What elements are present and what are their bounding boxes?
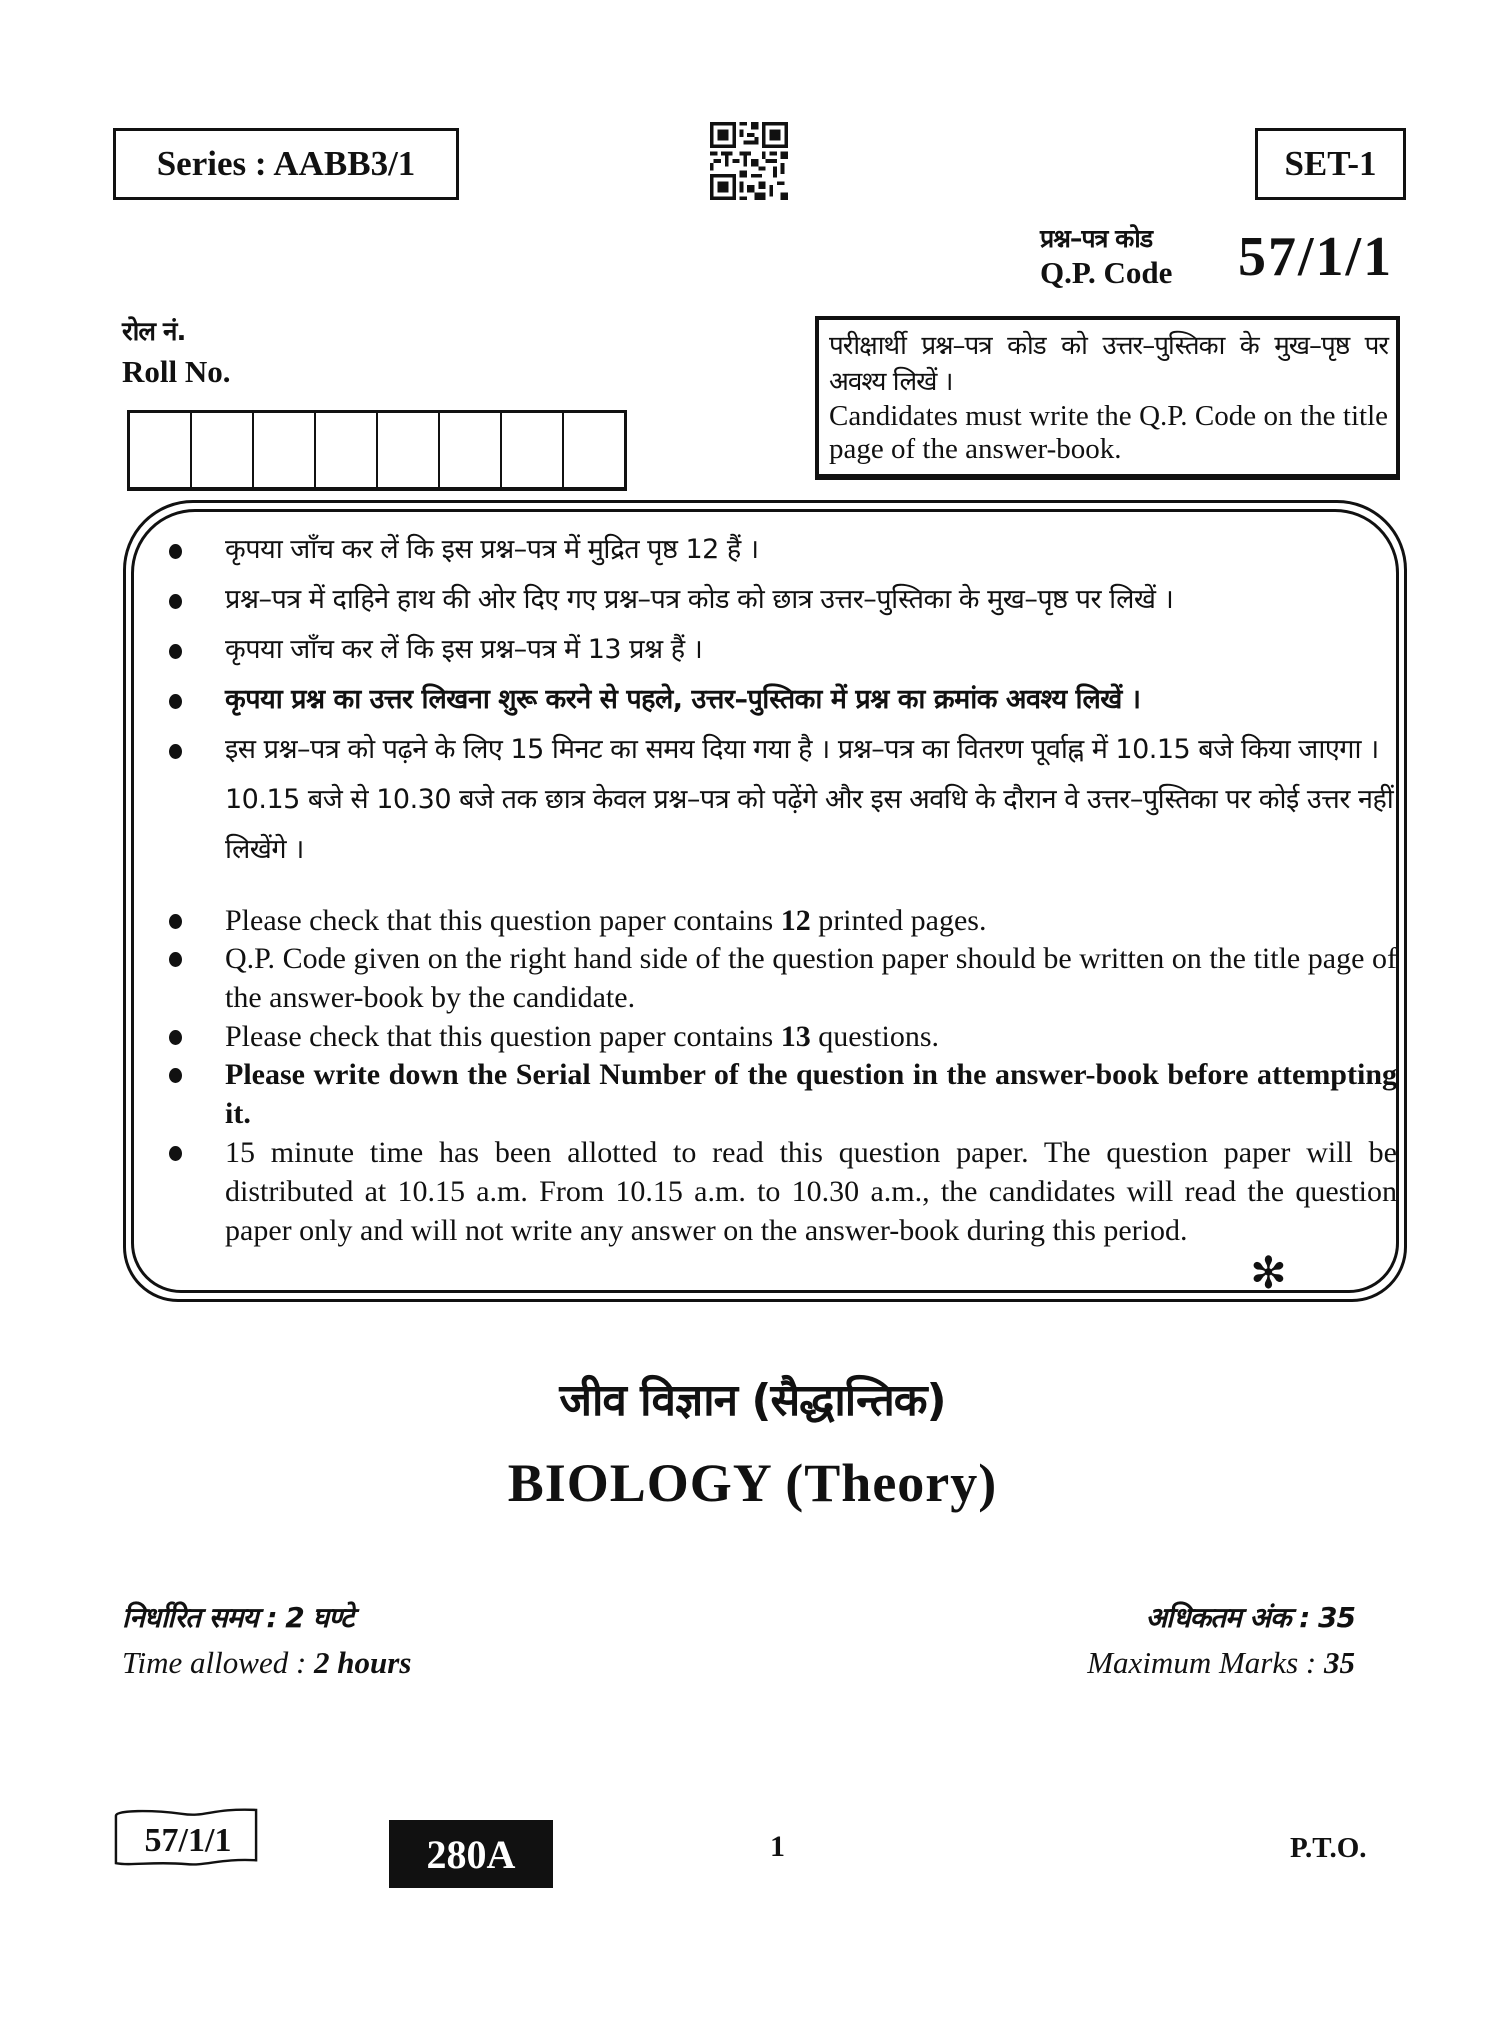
bullet-icon — [169, 1030, 182, 1045]
bullet-icon — [169, 744, 182, 759]
instruction-hindi-item: इस प्रश्न–पत्र को पढ़ने के लिए 15 मिनट का समय दिया गया है । प्रश्न–पत्र का वितरण पूर्वाह्न में 10.15 बजे किया जाएगा । 10.15 बजे से 10.30 बजे तक छात्र केवल प्रश्न–पत्र को पढ़ेंगे और इस अवधि के दौरान वे उत्तर–पुस्तिका पर कोई उत्तर नहीं लिखेंगे । — [225, 734, 1394, 865]
roll-number-cell[interactable] — [502, 413, 564, 487]
marks-value-english: 35 — [1324, 1645, 1355, 1680]
instruction-text: Please check that this question paper contains — [225, 904, 781, 937]
instruction-english-item: Please write down the Serial Number of the question in the answer-book before attempting it. — [225, 1058, 1397, 1130]
roll-number-cell[interactable] — [440, 413, 502, 487]
marks-value-hindi: 35 — [1318, 1601, 1355, 1634]
instruction-text: questions. — [810, 1020, 940, 1053]
candidate-note-hindi: परीक्षार्थी प्रश्न–पत्र कोड को उत्तर–पुस्तिका के मुख–पृष्ठ पर अवश्य लिखें । — [829, 331, 1388, 397]
bullet-icon — [169, 594, 182, 609]
instruction-english-item — [225, 901, 1397, 940]
bullet-icon — [169, 952, 182, 967]
marks-label-hindi: अधिकतम अंक : — [1145, 1601, 1319, 1634]
bullet-icon — [169, 914, 182, 929]
qr-code-icon — [709, 122, 789, 200]
time-label-hindi: निर्धारित समय : — [122, 1601, 286, 1634]
candidate-note-english: Candidates must write the Q.P. Code on the title page of the answer-book. — [829, 400, 1388, 465]
roll-number-cell[interactable] — [192, 413, 254, 487]
instruction-english-item: 15 minute time has been allotted to read this question paper. The question paper will be distributed at 10.15 a.m. From 10.15 a.m. to 10.30 a.m., the candidates will read the question paper only and will not write any answer on the answer-book during this period. — [225, 1136, 1397, 1247]
time-allowed-english — [122, 1645, 411, 1681]
instruction-hindi-item: कृपया जाँच कर लें कि इस प्रश्न–पत्र में मुद्रित पृष्ठ 12 हैं । — [225, 534, 759, 565]
bullet-icon — [169, 644, 182, 659]
qp-code-label — [1040, 224, 1172, 291]
bullet-icon — [169, 1068, 182, 1083]
instruction-count: 12 — [780, 904, 811, 937]
set-label: SET-1 — [1255, 128, 1406, 200]
time-label-english: Time allowed : — [122, 1645, 315, 1680]
instruction-text: printed pages. — [810, 904, 987, 937]
subject-title-english: BIOLOGY (Theory) — [507, 1453, 998, 1513]
roll-number-cell[interactable] — [378, 413, 440, 487]
roll-number-cell[interactable] — [564, 413, 624, 487]
series-label: Series : AABB3/1 — [113, 128, 459, 200]
time-value-english: 2 hours — [314, 1645, 412, 1680]
subject-title-hindi: जीव विज्ञान (सैद्धान्तिक) — [559, 1375, 946, 1426]
roll-number-cell[interactable] — [316, 413, 378, 487]
instruction-hindi-item: प्रश्न–पत्र में दाहिने हाथ की ओर दिए गए प्रश्न–पत्र कोड को छात्र उत्तर–पुस्तिका के मुख–पृष्ठ पर लिखें । — [225, 584, 1174, 615]
instruction-count: 13 — [780, 1020, 811, 1053]
instruction-hindi-item: कृपया प्रश्न का उत्तर लिखना शुरू करने से पहले, उत्तर–पुस्तिका में प्रश्न का क्रमांक अवश्य लिखें । — [225, 684, 1141, 715]
qp-code-value: 57/1/1 — [1238, 226, 1394, 288]
max-marks-english — [1087, 1645, 1355, 1681]
instruction-text: Please check that this question paper contains — [225, 1020, 781, 1053]
roll-label-hindi: रोल नं. — [122, 317, 186, 347]
time-allowed-hindi — [122, 1598, 353, 1636]
bullet-icon — [169, 1146, 182, 1161]
candidate-note-box — [815, 316, 1400, 480]
page-number: 1 — [770, 1830, 785, 1863]
bullet-icon — [169, 544, 182, 559]
footer-code: 57/1/1 — [144, 1822, 232, 1859]
roll-number-cell[interactable] — [130, 413, 192, 487]
roll-number-cell[interactable] — [254, 413, 316, 487]
bullet-icon — [169, 694, 182, 709]
max-marks-hindi — [1146, 1598, 1355, 1636]
marks-label-english: Maximum Marks : — [1087, 1645, 1324, 1680]
asterisk-icon: ✻ — [1250, 1248, 1287, 1299]
instruction-english-item — [225, 1017, 1397, 1056]
time-value-hindi: 2 घण्टे — [285, 1601, 354, 1634]
footer-badge: 280A — [389, 1820, 553, 1888]
instruction-hindi-item: कृपया जाँच कर लें कि इस प्रश्न–पत्र में 13 प्रश्न हैं । — [225, 634, 703, 665]
instructions-box — [123, 500, 1407, 1302]
instruction-english-item: Q.P. Code given on the right hand side of the question paper should be written on the title page of the answer-book by the candidate. — [225, 942, 1397, 1014]
qp-code-label-english: Q.P. Code — [1040, 255, 1173, 290]
roll-label-english: Roll No. — [122, 354, 231, 389]
roll-number-boxes[interactable] — [127, 410, 627, 491]
pto-label: P.T.O. — [1290, 1832, 1367, 1864]
qp-code-label-hindi: प्रश्न–पत्र कोड — [1040, 224, 1153, 253]
